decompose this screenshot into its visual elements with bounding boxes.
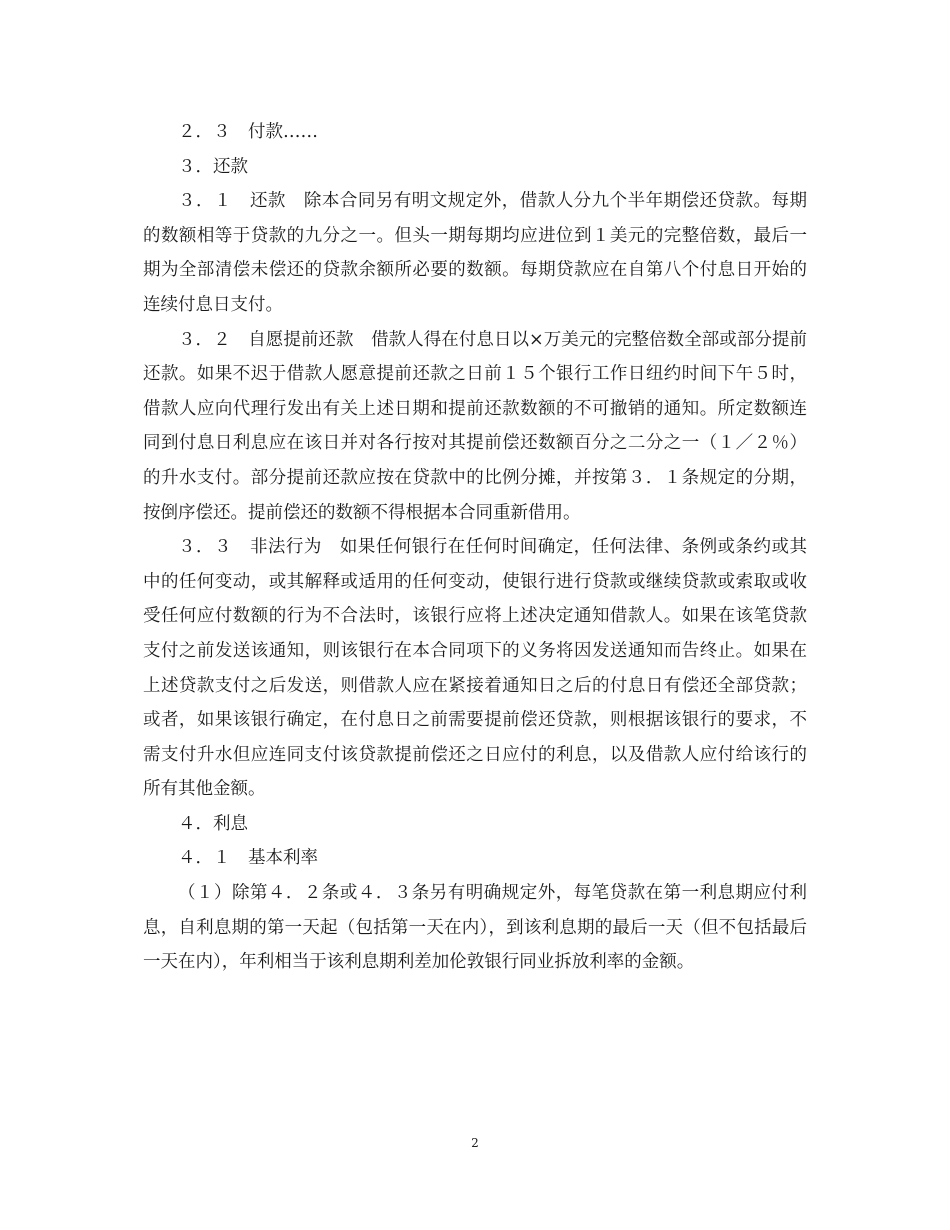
page-number: 2 [471, 1136, 479, 1150]
paragraph-3-2: ３．２ 自愿提前还款 借款人得在付息日以×万美元的完整倍数全部或部分提前还款。如果不迟于借款人愿意提前还款之日前１５个银行工作日纽约时间下午５时，借款人应向代理行发出有关上述日期和提前还款数额的不可撤销的通知。所定数额连同到付息日利息应在该日并对各行按对其提前偿还数额百分之二分之一（１／２％）的升水支付。部分提前还款应按在贷款中的比例分摊，并按第３．１条规定的分期，按倒序偿还。提前偿还的数额不得根据本合同重新借用。 [143, 329, 807, 523]
document-body [143, 115, 807, 980]
heading-4-interest: ４．利息 [178, 813, 248, 834]
paragraph-4-1-1: （１）除第４．２条或４．３条另有明确规定外，每笔贷款在第一利息期应付利息，自利息期的第一天起（包括第一天在内），到该利息期的最后一天（但不包括最后一天在内），年利相当于该利息期利差加伦敦银行同业拆放利率的金额。 [143, 883, 807, 973]
paragraph-3-3: ３．３ 非法行为 如果任何银行在任何时间确定，任何法律、条例或条约或其中的任何变动，或其解释或适用的任何变动，使银行进行贷款或继续贷款或索取或收受任何应付数额的行为不合法时，该银行应将上述决定通知借款人。如果在该笔贷款支付之前发送该通知，则该银行在本合同项下的义务将因发送通知而告终止。如果在上述贷款支付之后发送，则借款人应在紧接着通知日之后的付息日有偿还全部贷款；或者，如果该银行确定，在付息日之前需要提前偿还贷款，则根据该银行的要求，不需支付升水但应连同支付该贷款提前偿还之日应付的利息，以及借款人应付给该行的所有其他金额。 [143, 537, 807, 800]
paragraph-4-1: ４．１ 基本利率 [178, 848, 318, 869]
paragraph-3-1: ３．１ 还款 除本合同另有明文规定外，借款人分九个半年期偿还贷款。每期的数额相等于贷款的九分之一。但头一期每期均应进位到１美元的完整倍数，最后一期为全部清偿未偿还的贷款余额所必要的数额。每期贷款应在自第八个付息日开始的连续付息日支付。 [143, 191, 807, 315]
heading-3-repayment: ３．还款 [178, 156, 248, 177]
paragraph-2-3: ２．３ 付款…… [178, 122, 318, 142]
